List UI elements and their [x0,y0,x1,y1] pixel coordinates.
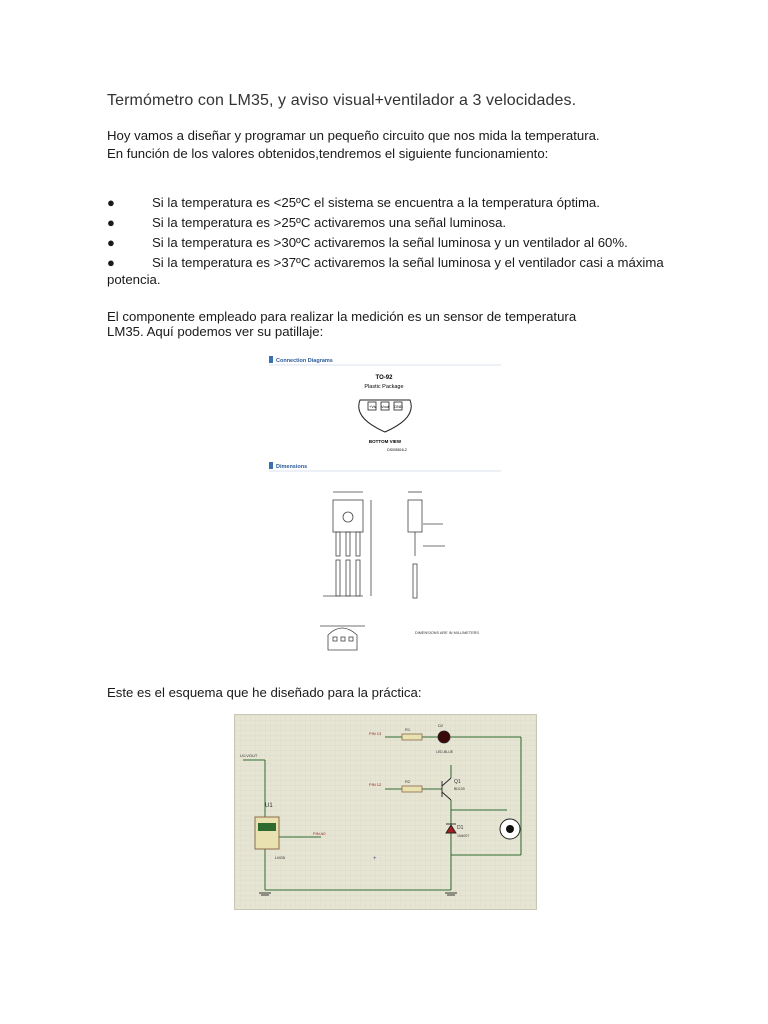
lm35-display [258,823,276,831]
bullet-item-1 [107,194,667,211]
u1-part: LM35 [275,855,286,860]
u1-top-label: U1:VOUT [240,753,258,758]
bullet-item-3 [107,234,667,251]
bullet-dot: ● [107,215,115,230]
bottom-view-label: BOTTOM VIEW [368,439,402,444]
d2-label: D2 [438,723,444,728]
lm35-sensor-symbol [255,817,279,849]
schematic-figure [234,714,537,910]
schematic-drawing [235,715,536,909]
u1-label: U1 [265,803,273,809]
resistor-r1 [402,734,422,740]
datasheet-drawing [265,350,505,655]
side-view-drawing [408,492,445,598]
q1-label: Q1 [454,779,461,785]
pin-a0-label: PIN A0 [313,831,326,836]
bullet-text: Si la temperatura es >37ºC activaremos la señal luminosa y el ventilador casi a máxima potencia. [107,255,664,287]
info-icon [269,462,273,469]
bullet-item-2 [107,214,667,231]
info-icon [269,356,273,363]
bullet-text: Si la temperatura es >25ºC activaremos una señal luminosa. [152,215,507,230]
fan-motor-core [506,825,514,833]
front-view-drawing [323,492,371,596]
r1-label: R1 [405,727,411,732]
bottom-view-drawing [320,626,365,650]
pin-13-label: PIN 13 [369,731,382,736]
page-title: Termómetro con LM35, y aviso visual+ventilador a 3 velocidades. [107,92,577,109]
bullet-item-4 [107,254,667,288]
component-line-1: El componente empleado para realizar la medición es un sensor de temperatura [107,309,577,324]
package-title: TO-92 [375,375,393,381]
schematic-caption: Este es el esquema que he diseñado para la práctica: [107,685,422,700]
r2-label: R2 [405,779,411,784]
q1-part: BD139 [454,787,465,791]
bullet-dot: ● [107,235,115,250]
pin3-label: GND [394,404,403,409]
d2-part: LED-BLUE [436,750,454,754]
intro-line-2: En función de los valores obtenidos,tendremos el siguiente funcionamiento: [107,146,549,161]
cursor-marker: + [373,856,377,862]
package-subtitle: Plastic Package [364,384,404,390]
d1-part: 1N4007 [457,834,470,838]
dimensions-header: Dimensions [276,464,308,470]
led-d2 [438,731,450,743]
resistor-r2 [402,786,422,792]
bullet-dot: ● [107,255,115,270]
pin1-label: +Vs [369,404,377,409]
pin-12-label: PIN 12 [369,782,382,787]
bullet-text: Si la temperatura es <25ºC el sistema se encuentra a la temperatura óptima. [152,195,600,210]
bullet-dot: ● [107,195,115,210]
datasheet-code: DS005516-2 [387,448,407,452]
bullet-text: Si la temperatura es >30ºC activaremos la señal luminosa y un ventilador al 60%. [152,235,628,250]
intro-line-1: Hoy vamos a diseñar y programar un pequeño circuito que nos mida la temperatura. [107,128,600,143]
connection-header: Connection Diagrams [276,358,333,364]
d1-label: D1 [457,825,464,831]
dimensions-note: DIMENSIONS ARE IN MILLIMETERS [415,631,479,635]
pin2-label: Vout [381,404,390,409]
component-line-2: LM35. Aquí podemos ver su patillaje: [107,324,324,339]
lm35-datasheet-figure [265,350,505,655]
